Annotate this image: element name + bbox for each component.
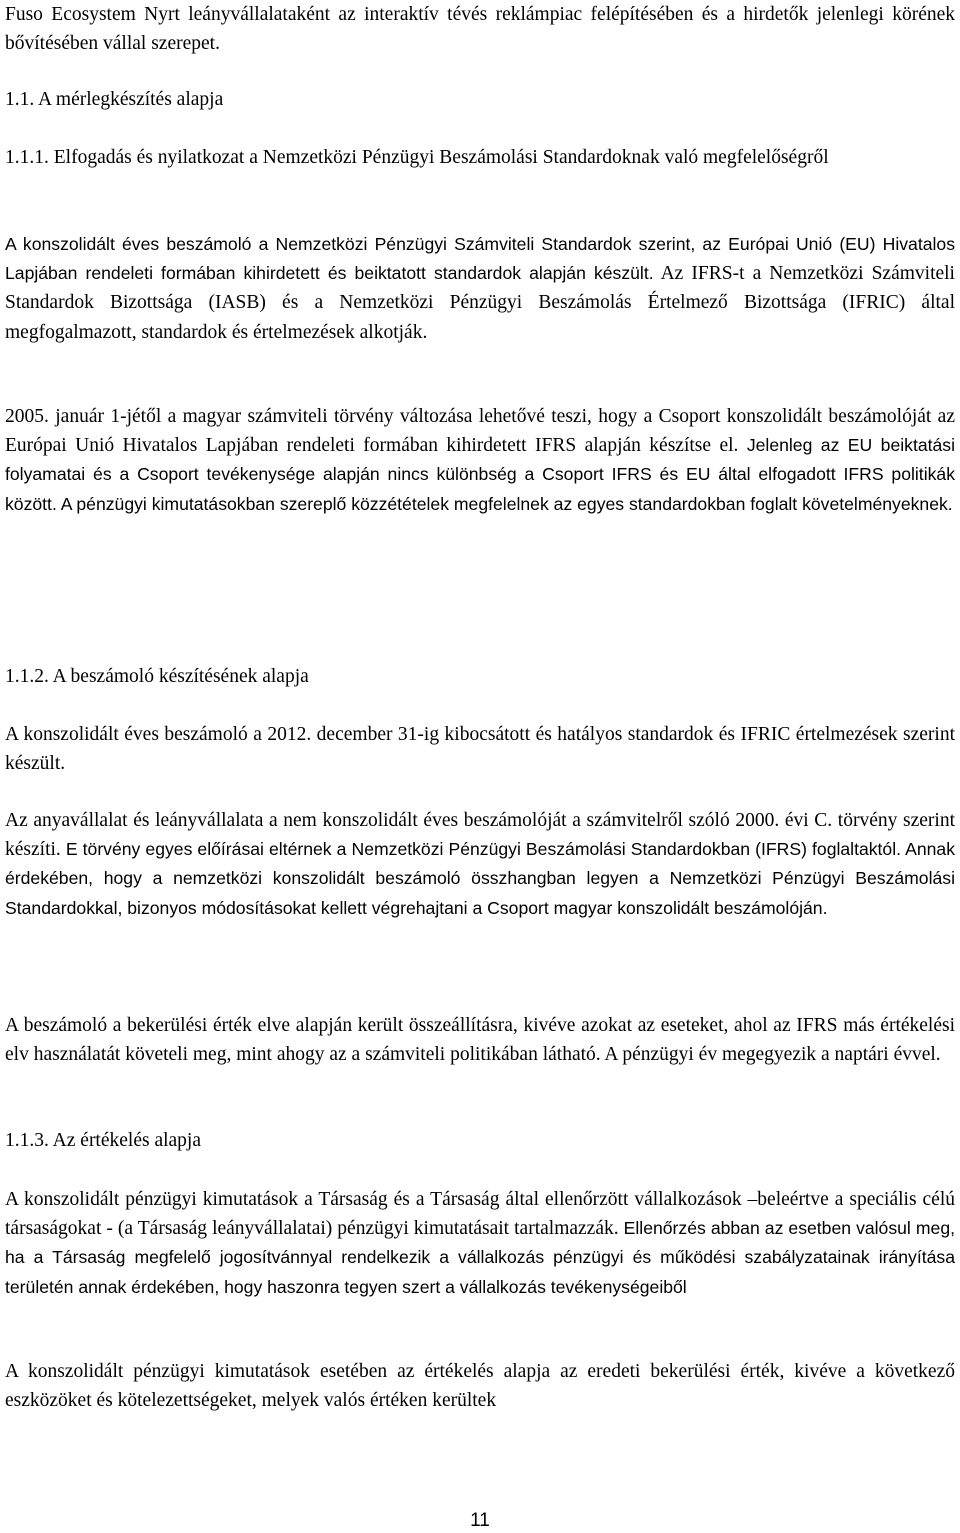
section-heading-1-1-1: [5, 143, 955, 172]
eu-standards-text-serif: Az IFRS-t a Nemzetközi Számviteli Standardok Bizottsága (IASB) és a Nemzetközi Pénzügyi Beszámolás Értelmező Bizottsága (IFRIC) által megfogalmazott, standardok és értelmezések alkotják.: [5, 263, 955, 343]
valuation-text: A konszolidált pénzügyi kimutatások esetében az értékelés alapja az eredeti bekerülési érték, kivéve a következő eszközöket és kötelezettségeket, melyek valós értéken kerültek: [5, 1361, 955, 1412]
paragraph-2012: [5, 720, 955, 778]
parent-company-text-sans: E törvény egyes előírásai eltérnek a Nemzetközi Pénzügyi Beszámolási Standardokban (IFRS) foglaltaktól. Annak érdekében, hogy a nemzetközi konszolidált beszámoló összhangban legyen a Nemzetközi Pénzügyi Beszámolási Standardokkal, bizonyos módosításokat kellett végrehajtani a Csoport magyar konszolidált beszámolóján.: [5, 839, 956, 918]
parent-company-text-serif: Az anyavállalat és leányvállalata a nem konszolidált éves beszámolóját a számvitelről szóló 2000. évi C. törvény szerint készíti.: [5, 810, 955, 861]
intro-text: Fuso Ecosystem Nyrt leányvállalataként az interaktív tévés reklámpiac felépítésében és a hirdetők jelenlegi körének bővítésében vállal szerepet.: [5, 4, 955, 55]
section-heading-1-1: 1.1. A mérlegkészítés alapja: [5, 89, 224, 110]
consolidation-text-sans: Ellenőrzés abban az esetben valósul meg, ha a Társaság megfelelő jogosítvánnyal rendelkezik a vállalkozás pénzügyi és működési szabályzatainak irányítása területén annak érdekében, hogy haszonra tegyen szert a vállalkozás tevékenységeiből: [5, 1218, 955, 1297]
paragraph-valuation: [5, 1357, 955, 1415]
consolidation-text-serif: A konszolidált pénzügyi kimutatások a Társaság és a Társaság által ellenőrzött vállalkozások –beleértve a speciális célú társaságokat - (a Társaság leányvállalatai) pénzügyi kimutatásait tartalmazzák.: [5, 1189, 955, 1240]
intro-paragraph: [5, 0, 955, 58]
paragraph-cost-basis: [5, 1011, 955, 1069]
paragraph-consolidation: [5, 1185, 955, 1302]
section-heading-1-1-2: 1.1.2. A beszámoló készítésének alapja: [5, 666, 309, 687]
para-2005-text-sans: Jelenleg az EU beiktatási folyamatai és a Csoport tevékenysége alapján nincs különbség a Csoport IFRS és EU által elfogadott IFRS politikák között. A pénzügyi kimutatásokban szereplő közzétételek megfelelnek az egyes standardokban foglalt követelményeknek.: [5, 435, 956, 514]
heading-1-1-1-text: 1.1.1. Elfogadás és nyilatkozat a Nemzetközi Pénzügyi Beszámolási Standardoknak való megfelelőségről: [5, 147, 829, 168]
section-heading-1-1-3: 1.1.3. Az értékelés alapja: [5, 1130, 201, 1151]
eu-standards-text-sans: A konszolidált éves beszámoló a Nemzetközi Pénzügyi Számviteli Standardok szerint, az Európai Unió (EU) Hivatalos Lapjában rendeleti formában kihirdetett és beiktatott standardok alapján készült.: [5, 234, 955, 284]
para-2005-text-serif: 2005. január 1-jétől a magyar számviteli törvény változása lehetővé teszi, hogy a Csoport konszolidált beszámolóját az Európai Unió Hivatalos Lapjában rendeleti formában kihirdetett IFRS alapján készítse el.: [5, 406, 955, 457]
paragraph-2005: [5, 402, 955, 519]
paragraph-parent-company: [5, 806, 955, 923]
paragraph-eu-standards: [5, 230, 955, 347]
cost-basis-text: A beszámoló a bekerülési érték elve alapján került összeállításra, kivéve azokat az eseteket, ahol az IFRS más értékelési elv használatát követeli meg, mint ahogy az a számviteli politikában látható. A pénzügyi év megegyezik a naptári évvel.: [5, 1015, 955, 1066]
page-number: 11: [470, 1510, 490, 1531]
para-2012-text: A konszolidált éves beszámoló a 2012. december 31-ig kibocsátott és hatályos standardok és IFRIC értelmezések szerint készült.: [5, 724, 955, 775]
